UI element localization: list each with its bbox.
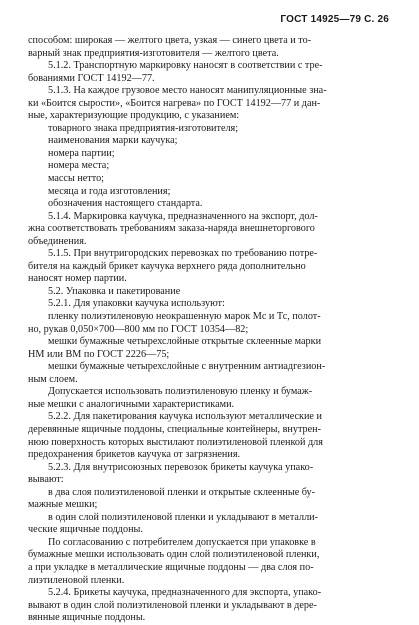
text-line: мешки бумажные четырехслойные открытые склеенные марки [48,336,322,348]
text-line: наименования марки каучука; [48,135,178,147]
text-line: вывают в один слой полиэтиленовой пленки и укладывают в дере- [28,599,317,611]
text-line: а при укладке в металлические ящичные поддоны — два слоя по- [28,561,314,573]
text-line: бумажные мешки использовать один слой полиэтиленовой пленки, [28,549,320,561]
text-line: 5.1.3. На каждое грузовое место наносят манипуляционные зна- [48,85,327,97]
text-line: ные мешки с аналогичными характеристиками. [28,398,235,410]
text-line: 5.1.2. Транспортную маркировку наносят в соответствии с тре- [48,60,323,72]
text-line: в два слоя полиэтиленовой пленки и открытые склеенные бу- [48,486,316,498]
text-line: вянные ящичные поддоны. [28,612,146,624]
text-line: 5.2. Упаковка и пакетирование [48,285,181,297]
text-line: мешки бумажные четырехслойные с внутренним антиадгезион- [48,361,326,373]
text-line: 5.1.4. Маркировка каучука, предназначенного на экспорт, дол- [48,210,318,222]
document-body [28,35,398,625]
text-line: варный знак предприятия-изготовителя — желтого цвета. [28,47,279,59]
text-line: деревянные ящичные поддоны, специальные контейнеры, внутрен- [28,423,321,435]
text-line: ческие ящичные поддоны. [28,524,143,536]
text-line: предохранения брикетов каучука от загрязнения. [28,449,241,461]
text-line: способом: широкая — желтого цвета, узкая — синего цвета и то- [28,35,312,46]
text-line: наносят номер партии. [28,273,127,285]
text-line: номера партии; [48,147,115,159]
text-line: 5.2.1. Для упаковки каучука используют: [48,298,225,310]
text-line: товарного знака предприятия-изготовителя; [48,122,239,134]
text-line: Допускается использовать полиэтиленовую пленку и бумаж- [48,386,313,398]
text-line: обозначения настоящего стандарта. [48,198,203,210]
text-line: нюю поверхность которых выстилают полиэтиленовой пленкой для [28,436,323,448]
text-line: 5.2.2. Для пакетирования каучука используют металлические и [48,411,322,423]
text-line: в один слой полиэтиленовой пленки и укладывают в металли- [48,511,319,523]
text-line: По согласованию с потребителем допускается при упаковке в [48,536,316,548]
text-line: пленку полиэтиленовую неокрашенную марок Мс и Тс, полот- [48,311,321,323]
text-line: НМ или ВМ по ГОСТ 2226—75; [28,348,170,360]
text-line: ные, характеризующие продукцию, с указанием: [28,110,240,122]
text-line: ки «Боится сырости», «Боится нагрева» по ГОСТ 14192—77 и дан- [28,97,321,109]
text-line: лиэтиленовой пленки. [28,574,125,586]
text-line: 5.2.3. Для внутрисоюзных перевозок брикеты каучука упако- [48,461,314,473]
text-line: 5.1.5. При внутригородских перевозках по требованию потре- [48,248,318,260]
text-line: номера места; [48,160,110,172]
text-line: массы нетто; [48,173,105,185]
text-line: месяца и года изготовления; [48,185,171,197]
text-line: вывают: [28,474,64,486]
text-line: но, рукав 0,050×700—800 мм по ГОСТ 10354—82; [28,323,249,335]
text-line: 5.2.4. Брикеты каучука, предназначенного для экспорта, упако- [48,587,322,599]
text-line: ным слоем. [28,373,78,385]
text-line: объединения. [28,235,87,247]
text-line: бованиями ГОСТ 14192—77. [28,72,155,84]
text-line: мажные мешки; [28,499,98,511]
page-header: ГОСТ 14925—79 С. 26 [280,14,389,25]
text-line: бителя на каждый брикет каучука верхнего ряда дополнительно [28,260,306,272]
text-line: жна соответствовать требованиям заказа-наряда внешнеторгового [28,223,315,235]
